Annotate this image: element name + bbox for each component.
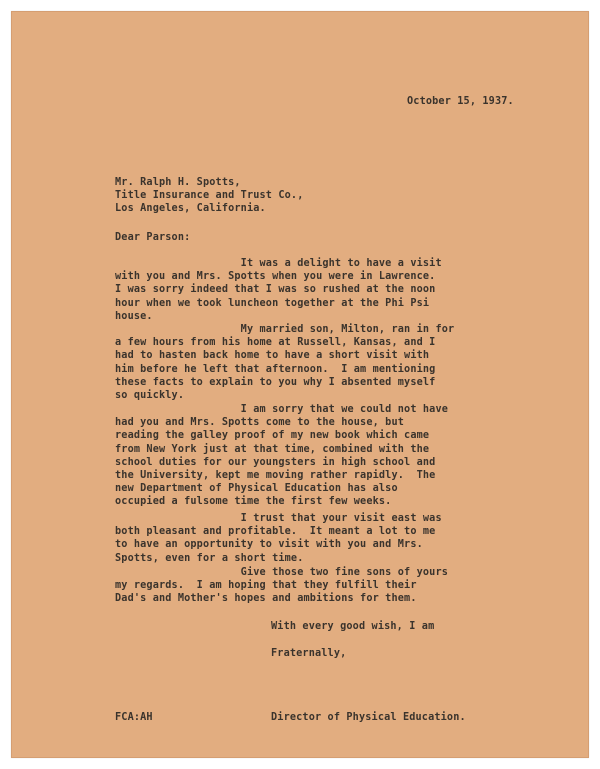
paragraph-4 (115, 512, 442, 565)
text-line: I am sorry that we could not have (115, 404, 449, 415)
text-line: to have an opportunity to visit with you and Mrs. (115, 539, 423, 551)
text-line: from New York just at that time, combined with the (115, 443, 430, 455)
address-line: Title Insurance and Trust Co., (115, 190, 304, 202)
text-line: Spotts, even for a short time. (115, 552, 304, 564)
text-line: reading the galley proof of my new book which came (115, 430, 430, 442)
text-line: new Department of Physical Education has also (115, 483, 398, 495)
text-line: I trust that your visit east was (115, 513, 442, 524)
text-line: occupied a fulsome time the first few weeks. (115, 496, 392, 508)
text-line: school duties for our youngsters in high school and (115, 456, 436, 468)
text-line: Give those two fine sons of yours (115, 567, 449, 578)
text-line: hour when we took luncheon together at the Phi Psi (115, 297, 430, 309)
letter-page (11, 11, 589, 758)
recipient-address (115, 176, 304, 216)
complimentary-close: Fraternally, (271, 648, 347, 659)
reference-initials: FCA:AH (115, 712, 153, 723)
paragraph-2 (115, 323, 454, 402)
text-line: It was a delight to have a visit (115, 258, 442, 269)
address-line: Mr. Ralph H. Spotts, (115, 177, 241, 188)
closing-line: With every good wish, I am (271, 621, 435, 632)
text-line: I was sorry indeed that I was so rushed at the noon (115, 284, 436, 296)
text-line: Dad's and Mother's hopes and ambitions for them. (115, 593, 417, 605)
paragraph-5 (115, 566, 448, 606)
text-line: both pleasant and profitable. It meant a lot to me (115, 526, 436, 538)
paragraph-3 (115, 403, 448, 509)
text-line: my regards. I am hoping that they fulfill their (115, 580, 417, 592)
text-line: a few hours from his home at Russell, Kansas, and I (115, 337, 436, 349)
text-line: these facts to explain to you why I absented myself (115, 376, 436, 388)
address-line: Los Angeles, California. (115, 203, 266, 215)
salutation: Dear Parson: (115, 232, 191, 243)
text-line: so quickly. (115, 390, 185, 402)
signer-title: Director of Physical Education. (271, 712, 466, 723)
text-line: him before he left that afternoon. I am mentioning (115, 363, 436, 375)
text-line: house. (115, 310, 153, 322)
letter-date: October 15, 1937. (407, 96, 514, 107)
text-line: with you and Mrs. Spotts when you were in Lawrence. (115, 271, 436, 283)
text-line: the University, kept me moving rather rapidly. The (115, 470, 436, 482)
text-line: had you and Mrs. Spotts come to the house, but (115, 417, 405, 429)
text-line: had to hasten back home to have a short visit with (115, 350, 430, 362)
paragraph-1 (115, 257, 442, 323)
text-line: My married son, Milton, ran in for (115, 324, 455, 335)
